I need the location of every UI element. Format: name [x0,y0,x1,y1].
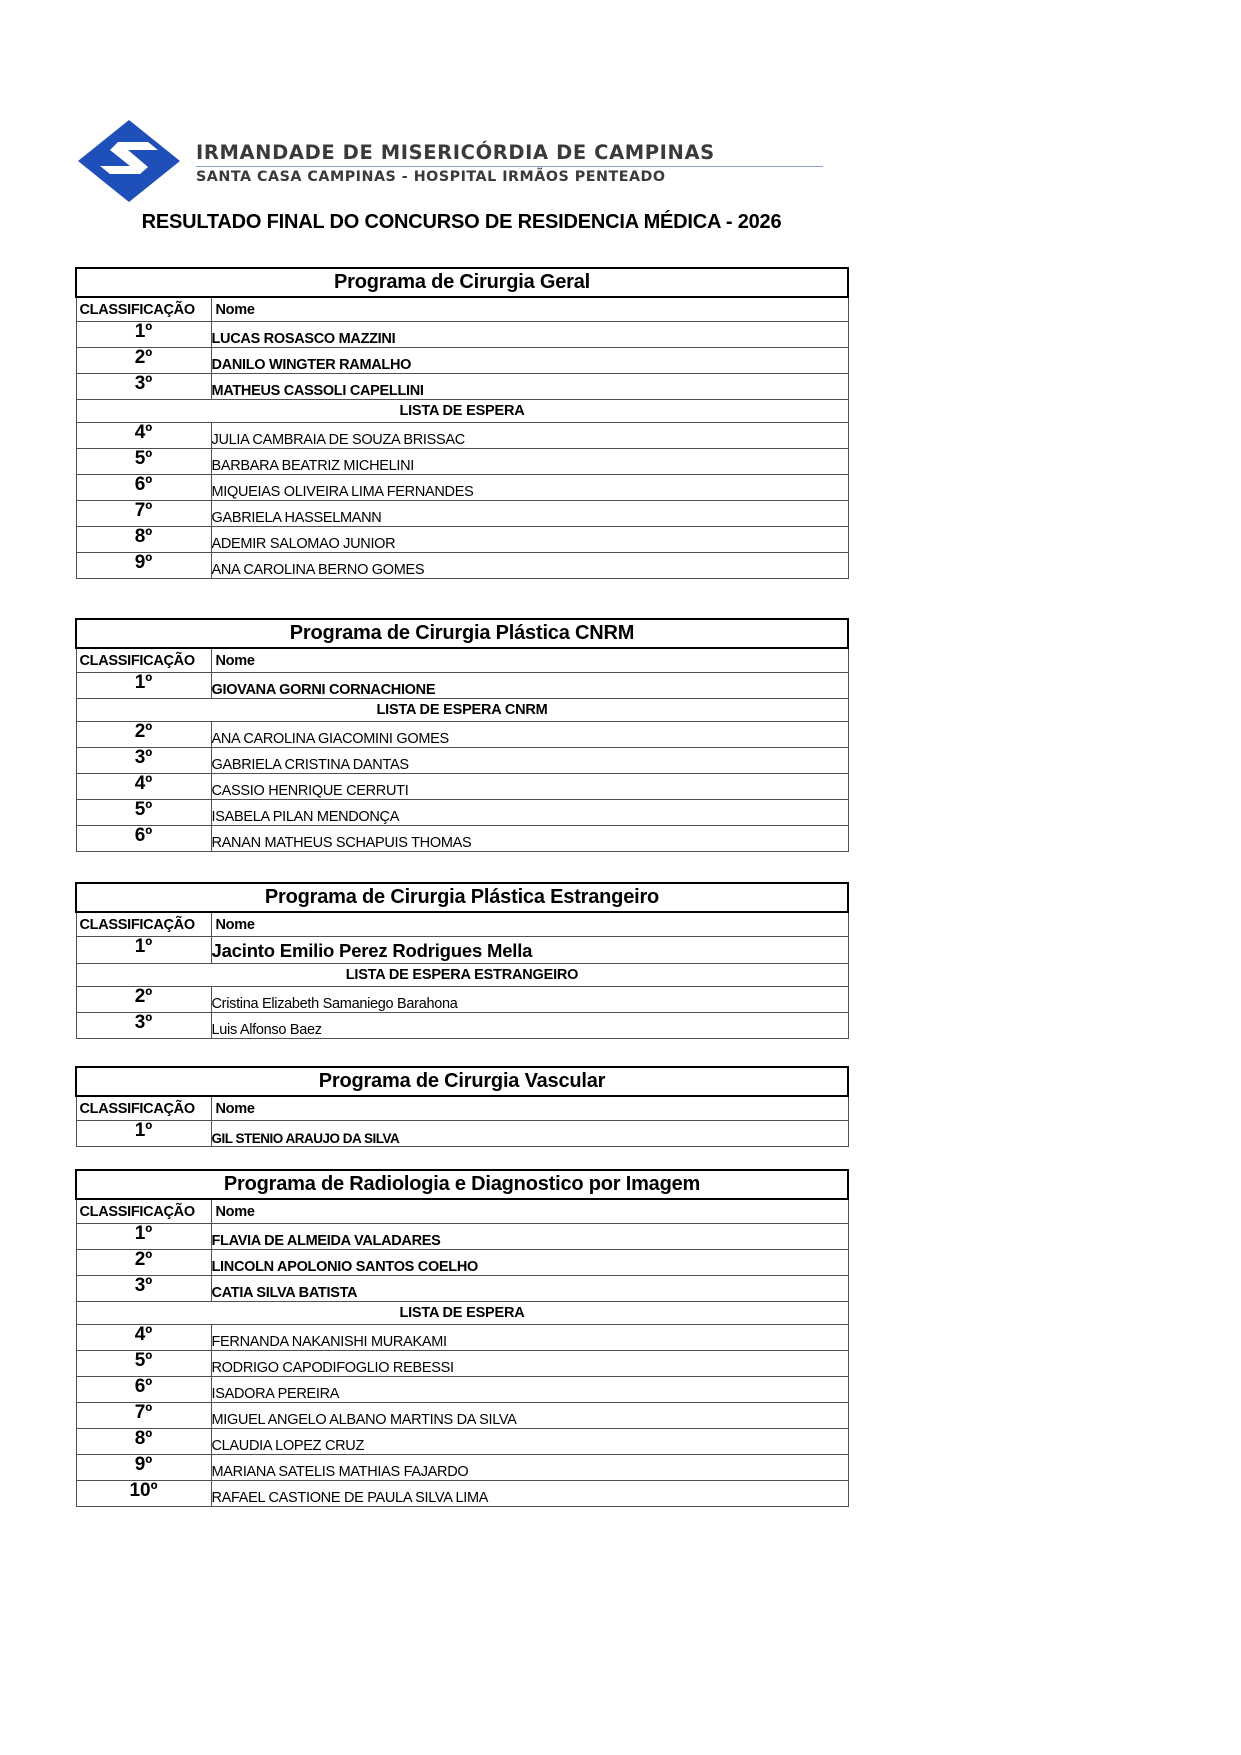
rank-column-header: CLASSIFICAÇÃO [76,1096,211,1121]
table-row [76,553,848,579]
candidate-name: ISABELA PILAN MENDONÇA [211,800,848,826]
table-row [76,1481,848,1507]
program-title: Programa de Cirurgia Plástica Estrangeiro [76,883,848,912]
rank: 1º [76,322,211,348]
name-column-header: Nome [211,912,848,937]
rank: 2º [76,987,211,1013]
rank: 9º [76,553,211,579]
candidate-name: FLAVIA DE ALMEIDA VALADARES [211,1224,848,1250]
waitlist-label: LISTA DE ESPERA [76,400,848,423]
table-row [76,1250,848,1276]
program-title: Programa de Cirurgia Vascular [76,1067,848,1096]
rank: 9º [76,1455,211,1481]
candidate-name: GIL STENIO ARAUJO DA SILVA [211,1121,848,1147]
rank: 5º [76,1351,211,1377]
candidate-name: Cristina Elizabeth Samaniego Barahona [211,987,848,1013]
table-row [76,800,848,826]
candidate-name: MIGUEL ANGELO ALBANO MARTINS DA SILVA [211,1403,848,1429]
table-row [76,748,848,774]
candidate-name: RODRIGO CAPODIFOGLIO REBESSI [211,1351,848,1377]
organization-name-block [196,142,826,186]
program-title: Programa de Cirurgia Plástica CNRM [76,619,848,648]
table-row [76,1224,848,1250]
candidate-name: FERNANDA NAKANISHI MURAKAMI [211,1325,848,1351]
rank: 8º [76,1429,211,1455]
rank: 2º [76,722,211,748]
rank: 7º [76,501,211,527]
organization-subtitle: SANTA CASA CAMPINAS - HOSPITAL IRMÃOS PENTEADO [196,169,666,185]
candidate-name: GABRIELA HASSELMANN [211,501,848,527]
program-table-radiologia [75,1169,849,1507]
candidate-name: RANAN MATHEUS SCHAPUIS THOMAS [211,826,848,852]
candidate-name: CASSIO HENRIQUE CERRUTI [211,774,848,800]
name-column-header: Nome [211,648,848,673]
program-table-cirurgia-plastica-estrangeiro [75,882,849,1039]
table-row [76,1013,848,1039]
waitlist-label: LISTA DE ESPERA ESTRANGEIRO [76,964,848,987]
table-row [76,348,848,374]
candidate-name: DANILO WINGTER RAMALHO [211,348,848,374]
table-row [76,937,848,964]
rank: 4º [76,423,211,449]
table-row [76,774,848,800]
rank-column-header: CLASSIFICAÇÃO [76,648,211,673]
name-column-header: Nome [211,297,848,322]
table-row [76,1351,848,1377]
candidate-name: CATIA SILVA BATISTA [211,1276,848,1302]
rank: 6º [76,1377,211,1403]
program-table-cirurgia-vascular [75,1066,849,1147]
table-row [76,527,848,553]
rank: 5º [76,449,211,475]
rank: 3º [76,1276,211,1302]
table-row [76,987,848,1013]
rank: 2º [76,348,211,374]
table-row [76,322,848,348]
candidate-name: ANA CAROLINA GIACOMINI GOMES [211,722,848,748]
candidate-name: ISADORA PEREIRA [211,1377,848,1403]
table-row [76,673,848,699]
candidate-name: ADEMIR SALOMAO JUNIOR [211,527,848,553]
santa-casa-logo-icon [78,120,180,202]
table-row [76,475,848,501]
table-row [76,1403,848,1429]
table-row [76,1377,848,1403]
rank: 3º [76,1013,211,1039]
column-header-row [76,1199,848,1224]
rank: 1º [76,1121,211,1147]
rank: 5º [76,800,211,826]
organization-name: IRMANDADE DE MISERICÓRDIA DE CAMPINAS [196,141,715,164]
table-row [76,1429,848,1455]
program-title: Programa de Cirurgia Geral [76,268,848,297]
table-row [76,1455,848,1481]
rank-column-header: CLASSIFICAÇÃO [76,297,211,322]
column-header-row [76,1096,848,1121]
table-row [76,1276,848,1302]
program-title: Programa de Radiologia e Diagnostico por Imagem [76,1170,848,1199]
document-title: RESULTADO FINAL DO CONCURSO DE RESIDENCIA MÉDICA - 2026 [141,211,782,233]
rank-column-header: CLASSIFICAÇÃO [76,912,211,937]
rank: 1º [76,1224,211,1250]
candidate-name: GIOVANA GORNI CORNACHIONE [211,673,848,699]
program-table-cirurgia-geral [75,267,849,579]
waitlist-label: LISTA DE ESPERA [76,1302,848,1325]
rank: 6º [76,826,211,852]
candidate-name: CLAUDIA LOPEZ CRUZ [211,1429,848,1455]
rank: 4º [76,774,211,800]
rank: 6º [76,475,211,501]
candidate-name: Luis Alfonso Baez [211,1013,848,1039]
divider [196,166,823,167]
rank: 4º [76,1325,211,1351]
table-row [76,722,848,748]
table-row [76,826,848,852]
table-row [76,1121,848,1147]
candidate-name: LINCOLN APOLONIO SANTOS COELHO [211,1250,848,1276]
rank-column-header: CLASSIFICAÇÃO [76,1199,211,1224]
name-column-header: Nome [211,1096,848,1121]
name-column-header: Nome [211,1199,848,1224]
candidate-name: Jacinto Emilio Perez Rodrigues Mella [211,937,848,964]
candidate-name: LUCAS ROSASCO MAZZINI [211,322,848,348]
candidate-name: MATHEUS CASSOLI CAPELLINI [211,374,848,400]
column-header-row [76,648,848,673]
rank: 1º [76,937,211,964]
column-header-row [76,912,848,937]
rank: 2º [76,1250,211,1276]
candidate-name: RAFAEL CASTIONE DE PAULA SILVA LIMA [211,1481,848,1507]
table-row [76,374,848,400]
program-table-cirurgia-plastica-cnrm [75,618,849,852]
rank: 1º [76,673,211,699]
candidate-name: GABRIELA CRISTINA DANTAS [211,748,848,774]
candidate-name: BARBARA BEATRIZ MICHELINI [211,449,848,475]
rank: 3º [76,374,211,400]
rank: 10º [76,1481,211,1507]
waitlist-label: LISTA DE ESPERA CNRM [76,699,848,722]
rank: 8º [76,527,211,553]
table-row [76,449,848,475]
letterhead [78,120,838,205]
candidate-name: MARIANA SATELIS MATHIAS FAJARDO [211,1455,848,1481]
candidate-name: MIQUEIAS OLIVEIRA LIMA FERNANDES [211,475,848,501]
candidate-name: ANA CAROLINA BERNO GOMES [211,553,848,579]
table-row [76,1325,848,1351]
table-row [76,501,848,527]
rank: 3º [76,748,211,774]
rank: 7º [76,1403,211,1429]
column-header-row [76,297,848,322]
table-row [76,423,848,449]
candidate-name: JULIA CAMBRAIA DE SOUZA BRISSAC [211,423,848,449]
